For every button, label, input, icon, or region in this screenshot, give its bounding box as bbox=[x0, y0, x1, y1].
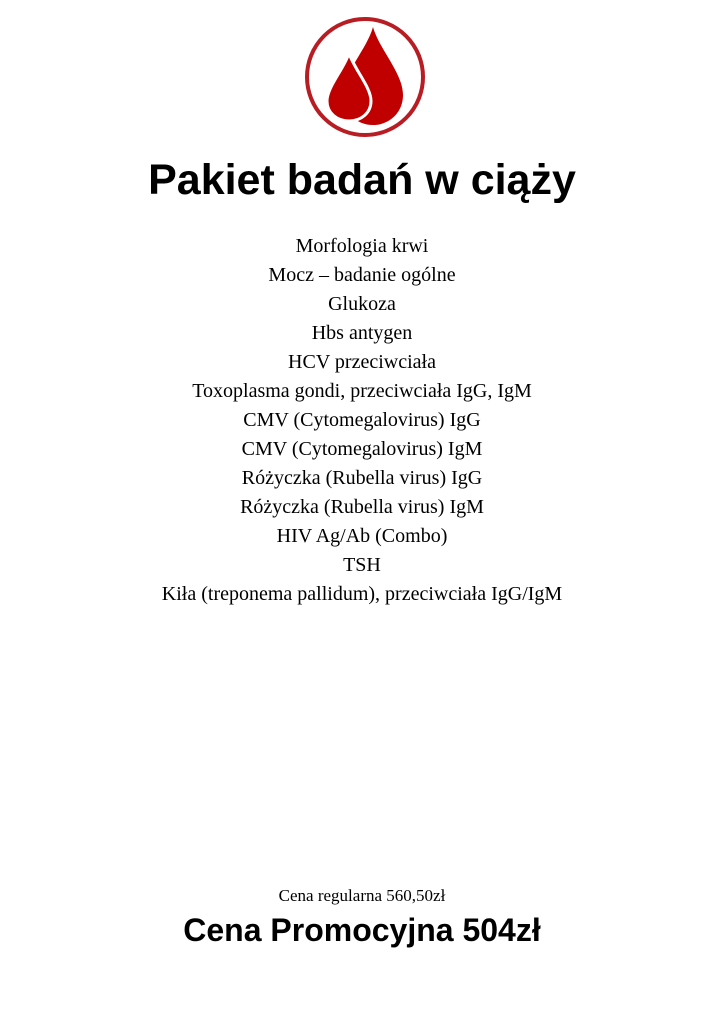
page-title: Pakiet badań w ciąży bbox=[148, 156, 576, 204]
list-item: TSH bbox=[343, 554, 381, 576]
list-item: Kiła (treponema pallidum), przeciwciała IgG/IgM bbox=[161, 583, 563, 605]
promo-price: Cena Promocyjna 504zł bbox=[183, 912, 541, 948]
list-item: Morfologia krwi bbox=[295, 235, 429, 257]
blood-drops-icon bbox=[303, 15, 427, 139]
list-item: CMV (Cytomegalovirus) IgM bbox=[241, 438, 483, 460]
list-item: Glukoza bbox=[328, 293, 396, 315]
list-item: Różyczka (Rubella virus) IgG bbox=[241, 467, 483, 489]
regular-price: Cena regularna 560,50zł bbox=[278, 886, 446, 905]
test-list bbox=[0, 232, 724, 609]
list-item: Mocz – badanie ogólne bbox=[268, 264, 456, 286]
list-item: HIV Ag/Ab (Combo) bbox=[276, 525, 448, 547]
list-item: Hbs antygen bbox=[311, 322, 413, 344]
list-item: Różyczka (Rubella virus) IgM bbox=[240, 496, 484, 518]
list-item: HCV przeciwciała bbox=[288, 351, 436, 373]
list-item: Toxoplasma gondi, przeciwciała IgG, IgM bbox=[192, 380, 532, 402]
list-item: CMV (Cytomegalovirus) IgG bbox=[243, 409, 481, 431]
